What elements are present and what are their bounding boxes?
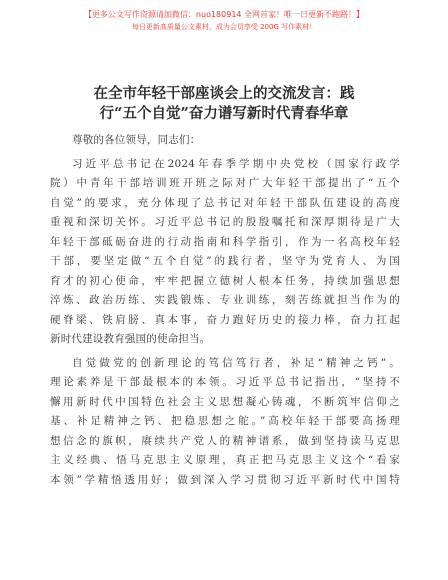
paragraph-line: 育才的初心使命，牢牢把握立德树人根本任务，持续加强思想 [50, 274, 400, 287]
paragraph-line: 习近平总书记在2024年春季学期中央党校（国家行政学 [72, 157, 400, 170]
paragraph-line: 想信念的旗帜，赓续共产党人的精神谱系，做到坚持读马克思 [50, 434, 400, 447]
paragraph-line: 主义经典、悟马克思主义原理，真正把马克思主义这个“看家 [50, 454, 400, 466]
paragraph-line: 干部，要坚定做“五个自觉”的践行者，坚守为党育人、为国 [50, 255, 400, 267]
paragraph-line: 院）中青年干部培训班开班之际对广大年轻干部提出了“五个 [50, 177, 400, 189]
paragraph-line: 新时代建设教育强国的使命担当。 [50, 333, 211, 345]
paragraph-line: 懈用新时代中国特色社会主义思想凝心铸魂，不断筑牢信仰之 [50, 395, 400, 408]
paragraph-2 [50, 354, 400, 491]
paragraph-line: 年轻干部砥砺奋进的行动指南和科学指引，作为一名高校年轻 [50, 235, 400, 248]
promo-banner-line-1: 【更多公文写作资源请加微信：nuo180914 全网首家！唯一日更新不跑路！】 [83, 10, 365, 19]
paragraph-line: 淬炼、政治历练、实践锻炼、专业训练，刻苦练就担当作为的 [50, 294, 400, 306]
salutation: 尊敬的各位领导，同志们： [72, 134, 201, 146]
paragraph-line: 本领”学精悟透用好；做到深入学习贯彻习近平新时代中国特 [50, 473, 400, 486]
promo-banner-line-2: 每日更新高质量公文素材，成为会员享受 200G 写作素材！ [131, 23, 317, 31]
paragraph-line: 硬脊梁、铁肩膀、真本事，奋力跑好历史的接力棒，奋力扛起 [50, 313, 400, 326]
paragraph-line: 理论素养是干部最根本的本领。习近平总书记指出，“坚持不 [50, 376, 400, 388]
title-line-1: 在全市年轻干部座谈会上的交流发言：践 [93, 85, 355, 102]
title-line-2: 行“五个自觉”奋力谱写新时代青春华章 [99, 105, 349, 122]
paragraph-line: 自觉做党的创新理论的笃信笃行者，补足“精神之钙”。 [72, 356, 400, 369]
paragraph-line: 自觉”的要求，充分体现了总书记对年轻干部队伍建设的高度 [50, 196, 400, 209]
paragraph-line: 基、补足精神之钙、把稳思想之舵。”高校年轻干部要高扬理 [50, 415, 400, 427]
document-title [66, 84, 382, 124]
paragraph-1 [50, 155, 400, 350]
document-body [50, 131, 400, 490]
paragraph-line: 重视和深切关怀。习近平总书记的殷殷嘱托和深厚期待是广大 [50, 216, 400, 228]
